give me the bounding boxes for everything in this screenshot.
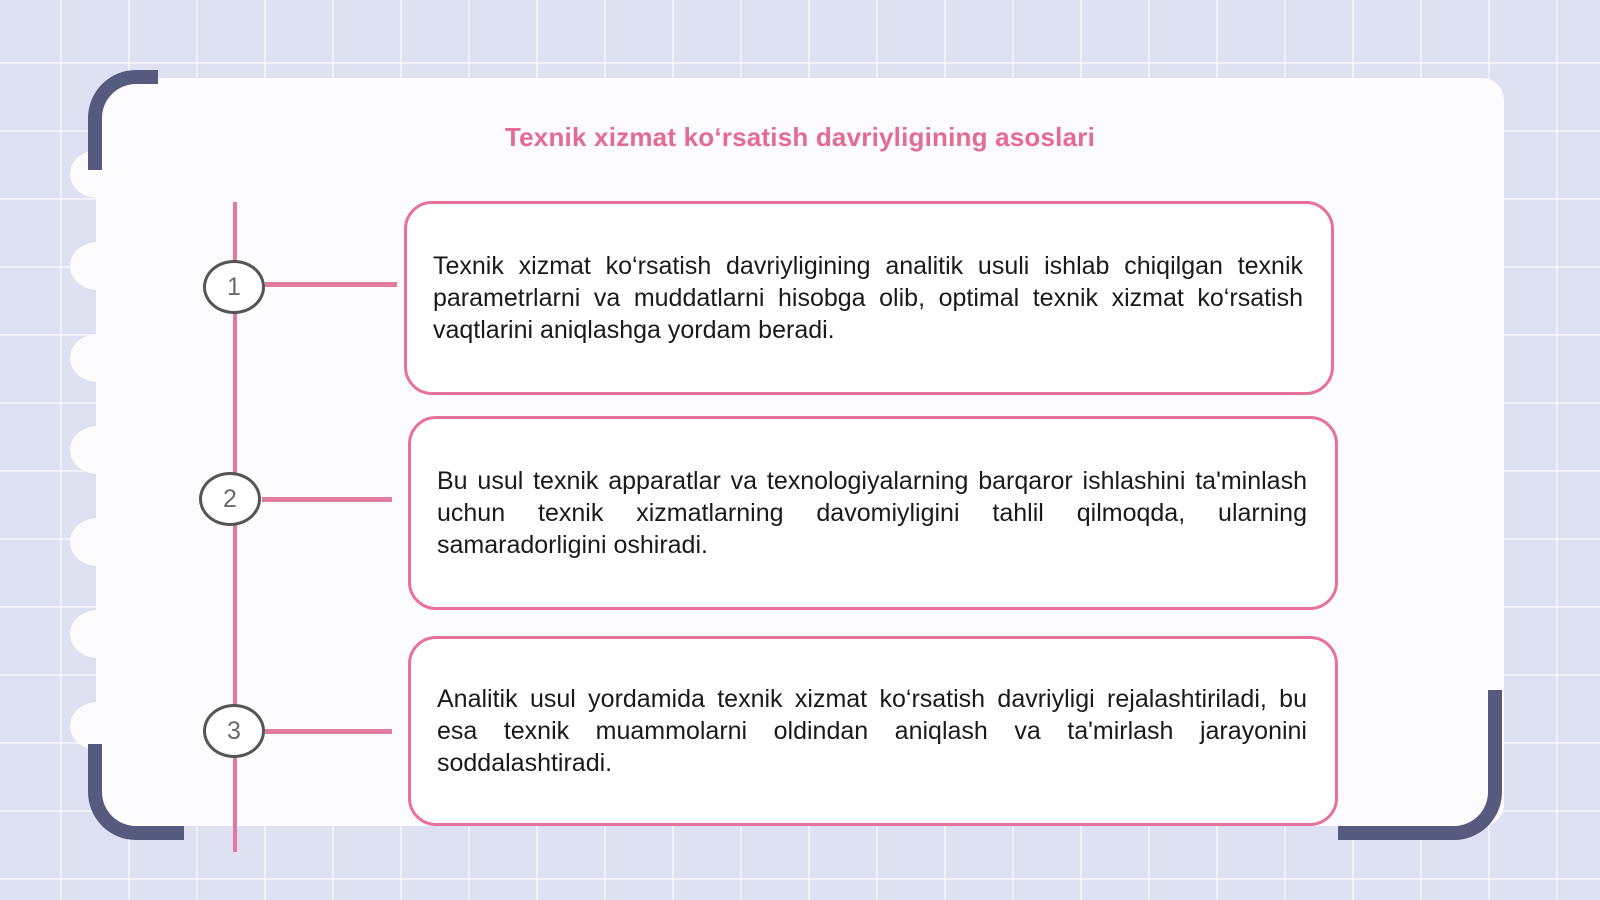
step-1-text: Texnik xizmat ko‘rsatish davriyligining analitik usuli ishlab chiqilgan texnik parametrlarni va muddatlarni hisobga olib, optimal texnik xizmat ko‘rsatish vaqtlarini aniqlashga yordam beradi. — [433, 252, 1303, 344]
step-3-box — [408, 636, 1338, 826]
notebook-scallop — [70, 610, 126, 658]
step-2-text: Bu usul texnik apparatlar va texnologiyalarning barqaror ishlashini ta'minlash uchun texnik xizmatlarning davomiyligini tahlil qilmoqda, ularning samaradorligini oshiradi. — [437, 467, 1307, 559]
step-3-text: Analitik usul yordamida texnik xizmat ko‘rsatish davriyligi rejalashtiriladi, bu esa texnik muammolarni oldindan aniqlash va ta'mirlash jarayonini soddalashtiradi. — [437, 685, 1307, 777]
frame-corner-top-left — [88, 70, 158, 170]
notebook-scallop — [70, 242, 126, 290]
step-1-connector — [265, 282, 397, 287]
step-2-number: 2 — [199, 472, 261, 526]
notebook-scallop — [70, 334, 126, 382]
step-2-connector — [262, 497, 392, 502]
step-1-box — [404, 201, 1334, 395]
notebook-scallop — [70, 518, 126, 566]
slide-title: Texnik xizmat koʻrsatish davriyligining asoslari — [505, 122, 1095, 152]
frame-corner-bottom-left — [88, 744, 184, 840]
step-3-connector — [265, 729, 392, 734]
frame-corner-bottom-right — [1338, 690, 1502, 840]
step-1-number: 1 — [203, 260, 265, 314]
notebook-scallop — [70, 702, 126, 750]
step-2-box — [408, 416, 1338, 610]
step-3-number: 3 — [203, 704, 265, 758]
notebook-scallop — [70, 426, 126, 474]
